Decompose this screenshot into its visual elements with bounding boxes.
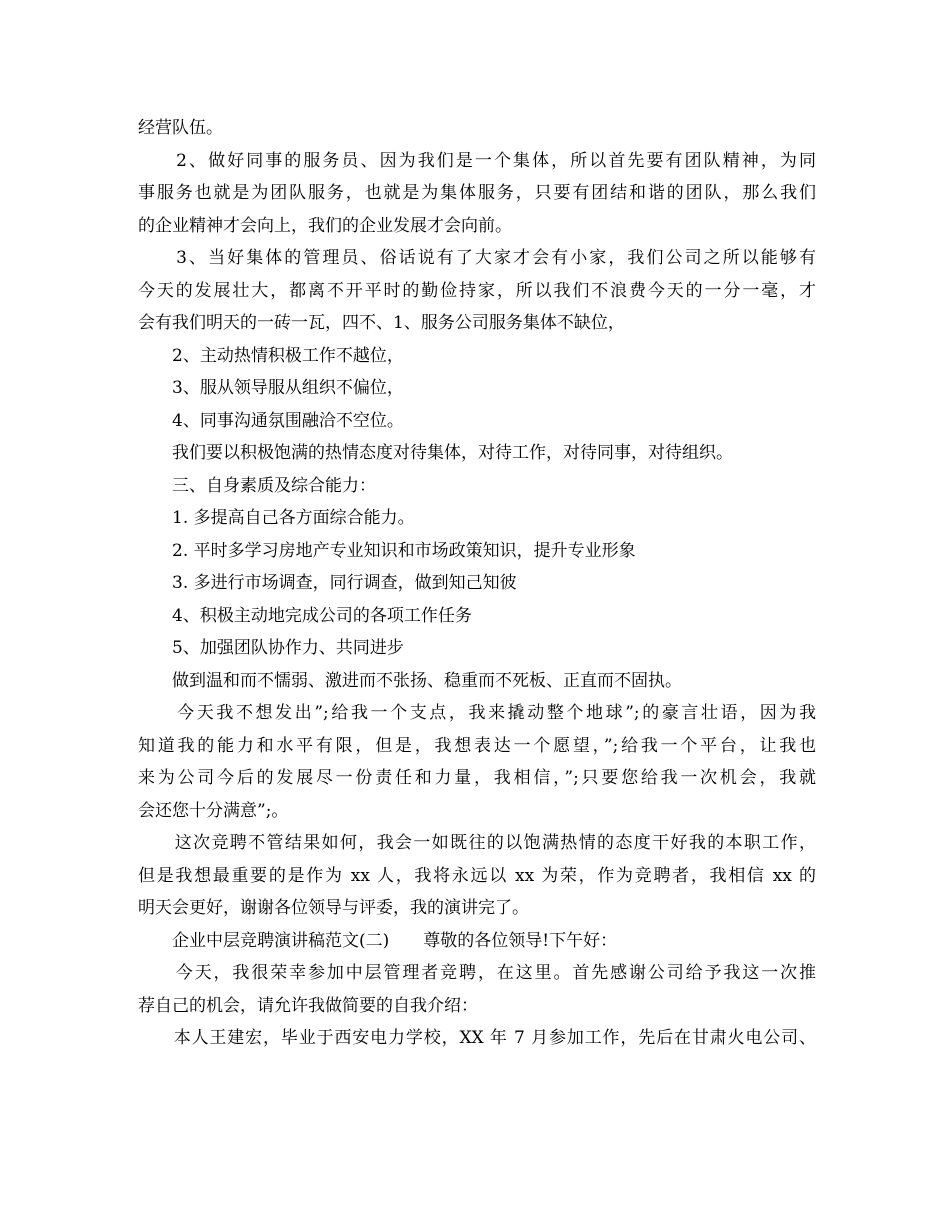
text-line: 4、同事沟通氛围融洽不空位。	[138, 410, 404, 431]
text-line: 企业中层竞聘演讲稿范文(二) 尊敬的各位领导!下午好：	[138, 930, 618, 951]
text-line: 做到温和而不懦弱、激进而不张扬、稳重而不死板、正直而不固执。	[138, 670, 682, 691]
text-line: 但是我想最重要的是作为 xx 人，我将永远以 xx 为荣，作为竞聘者，我相信 xx 的	[138, 865, 816, 886]
text-line: 我们要以积极饱满的热情态度对待集体，对待工作，对待同事，对待组织。	[138, 443, 733, 463]
text-line: 今天的发展壮大，都离不开平时的勤俭持家，所以我们不浪费今天的一分一毫，才	[138, 280, 816, 301]
text-line: 5、加强团队协作力、共同进步	[138, 638, 404, 658]
text-line: 明天会更好，谢谢各位领导与评委，我的演讲完了。	[138, 898, 529, 918]
text-line: 经营队伍。	[138, 118, 223, 138]
text-line: 本人王建宏，毕业于西安电力学校，XX 年 7 月参加工作，先后在甘肃火电公司、	[138, 1028, 816, 1048]
text-line: 3、当好集体的管理员、俗话说有了大家才会有小家，我们公司之所以能够有	[138, 248, 816, 268]
text-line: 事服务也就是为团队服务，也就是为集体服务，只要有团结和谐的团队，那么我们	[138, 183, 816, 203]
text-line: 知道我的能力和水平有限，但是，我想表达一个愿望，”;给我一个平台，让我也	[138, 735, 816, 756]
text-line: 3、服从领导服从组织不偏位，	[138, 378, 404, 398]
text-line: 4、积极主动地完成公司的各项工作任务	[138, 605, 472, 626]
text-line: 1. 多提高自己各方面综合能力。	[138, 508, 415, 528]
text-line: 会有我们明天的一砖一瓦，四不、1、服务公司服务集体不缺位，	[138, 313, 625, 333]
text-line: 2. 平时多学习房地产专业知识和市场政策知识，提升专业形象	[138, 540, 636, 561]
text-line: 2、做好同事的服务员、因为我们是一个集体，所以首先要有团队精神，为同	[138, 150, 816, 171]
text-line: 2、主动热情积极工作不越位，	[138, 345, 404, 366]
text-line: 今天，我很荣幸参加中层管理者竞聘，在这里。首先感谢公司给予我这一次推	[138, 963, 816, 983]
text-line: 会还您十分满意”;。	[138, 800, 289, 821]
document-body	[138, 112, 816, 1055]
text-line: 这次竞聘不管结果如何，我会一如既往的以饱满热情的态度干好我的本职工作，	[138, 833, 816, 853]
text-line: 来为公司今后的发展尽一份责任和力量，我相信，”;只要您给我一次机会，我就	[138, 768, 816, 788]
text-line: 3. 多进行市场调查，同行调查，做到知己知彼	[138, 573, 517, 593]
text-line: 三、自身素质及综合能力：	[138, 475, 376, 496]
text-line: 的企业精神才会向上，我们的企业发展才会向前。	[138, 215, 512, 236]
text-line: 荐自己的机会，请允许我做简要的自我介绍：	[138, 995, 478, 1016]
text-line: 今天我不想发出”;给我一个支点，我来撬动整个地球”;的豪言壮语，因为我	[138, 703, 816, 723]
